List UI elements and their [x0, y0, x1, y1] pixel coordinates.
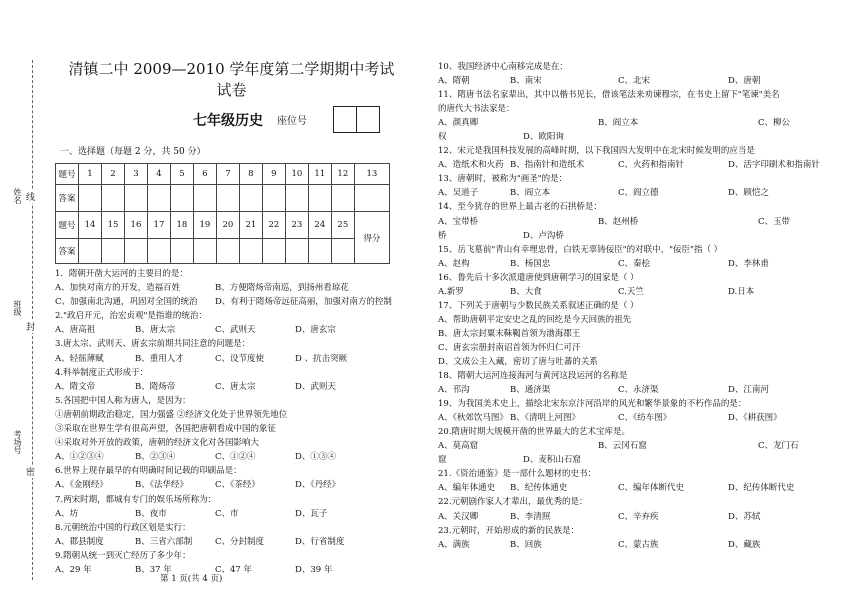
- exam-title: 清镇二中 2009—2010 学年度第二学期期中考试试卷: [68, 60, 395, 99]
- question-text: 4.科举制度正式形成于：: [55, 367, 149, 378]
- exam-room-label: 考场号: [13, 430, 22, 454]
- answer-option: C、龙门石: [758, 441, 799, 452]
- answer-option: C、蒙古族: [618, 539, 659, 550]
- question-text: 1．隋朝开凿大运河的主要目的是：: [55, 269, 188, 279]
- answer-option: A、《秋郊饮马图》: [438, 413, 508, 424]
- question-line: [438, 215, 838, 229]
- answer-option: C、加强南北沟通，巩固对全国的统治: [55, 297, 198, 308]
- answer-option: A、颜真卿: [438, 118, 479, 129]
- answer-option: B、重用人才: [135, 353, 184, 364]
- question-line: [55, 436, 400, 450]
- grid-number: 14: [79, 212, 102, 239]
- line-char: 线: [26, 190, 35, 203]
- answer-option: A、轻徭薄赋: [55, 353, 104, 364]
- answer-option: D、李林甫: [728, 258, 769, 269]
- answer-option: B、指南针和造纸术: [510, 160, 585, 171]
- question-line: [55, 507, 400, 521]
- question-text: 6.世界上现存最早的有明确时间记载的印刷品是：: [55, 466, 242, 477]
- seat-label: 座位号: [277, 116, 307, 127]
- answer-option: C、北宋: [618, 76, 651, 87]
- answer-option: A、《金刚经》: [55, 480, 108, 491]
- answer-option: C、《纺车图》: [618, 413, 672, 424]
- grid-number: 19: [193, 212, 216, 239]
- question-text: ④采取对外开放的政策，唐朝的经济文化对各国影响大: [55, 438, 260, 449]
- question-line: [55, 352, 400, 366]
- answer-cell[interactable]: [308, 185, 331, 212]
- score-label: 得分: [354, 212, 389, 264]
- answer-option: C、47 年: [215, 564, 253, 575]
- grid-number: 7: [216, 164, 239, 185]
- question-line: [438, 74, 838, 88]
- answer-cell[interactable]: [193, 239, 216, 264]
- answer-option: B、杨国忠: [510, 258, 551, 269]
- grid-number: 15: [101, 212, 124, 239]
- answer-option: D、①③④: [295, 452, 336, 463]
- answer-option: A、赵构: [438, 258, 470, 269]
- answer-cell[interactable]: [124, 185, 147, 212]
- answer-option: C、设节度使: [215, 353, 265, 364]
- answer-option: D、有利于隋炀帝远征高丽，加强对南方的控制: [215, 297, 392, 308]
- question-line: [55, 366, 400, 380]
- answer-option: A、唐高祖: [55, 325, 96, 336]
- answer-option: C、《茶经》: [215, 480, 260, 491]
- answer-option: A、吴道子: [438, 188, 479, 199]
- row-label: 题号: [56, 212, 79, 239]
- question-text: 2."政启开元，治宏贞观"是指谁的统治：: [55, 311, 207, 322]
- question-text: 10、我国经济中心南移完成是在：: [438, 62, 568, 72]
- answer-grid: [55, 163, 390, 264]
- answer-option: A、郡县制度: [55, 536, 104, 547]
- question-line: [438, 88, 838, 102]
- answer-option: B、赵州桥: [598, 216, 639, 227]
- answer-option: B、②③④: [135, 452, 176, 463]
- answer-option: B、回族: [510, 539, 542, 550]
- answer-option: 权: [438, 132, 447, 143]
- question-line: [438, 355, 838, 369]
- question-text: 7.两宋时期，都城有专门的娱乐场所称为：: [55, 494, 217, 505]
- question-line: [438, 271, 838, 285]
- question-line: [438, 172, 838, 186]
- grid-number: 22: [262, 212, 285, 239]
- question-line: [55, 295, 400, 309]
- row-label: 题号: [56, 164, 79, 185]
- left-column: [55, 58, 400, 577]
- question-text: 21.《资治通鉴》是一部什么题材的史书：: [438, 469, 597, 480]
- answer-option: D、藏族: [728, 539, 761, 550]
- answer-option: 桥: [438, 230, 447, 241]
- question-text: 8.元朝统治中国的行政区划是实行：: [55, 522, 191, 533]
- answer-option: C、阎立德: [618, 188, 659, 199]
- answer-cell[interactable]: [216, 185, 239, 212]
- answer-cell[interactable]: [285, 185, 308, 212]
- answer-cell[interactable]: [354, 185, 389, 212]
- subject-title: 七年级历史: [193, 113, 263, 129]
- answer-option: B、云冈石窟: [598, 441, 647, 452]
- question-text: 23.元朝时，开始形成的新的民族是：: [438, 525, 580, 536]
- grid-row-numbers-2: [56, 212, 390, 239]
- question-text: 9.隋朝从统一到灭亡经历了多少年：: [55, 550, 191, 561]
- question-text: 15、岳飞墓前"青山有幸埋忠骨，白铁无辜铸佞臣"的对联中，"佞臣"指（ ）: [438, 244, 723, 255]
- answer-cell[interactable]: [101, 185, 124, 212]
- question-text: 13、唐朝时，被称为"画圣"的是：: [438, 174, 568, 185]
- answer-cell[interactable]: [79, 185, 102, 212]
- grid-number: 20: [216, 212, 239, 239]
- question-line: [438, 510, 838, 524]
- answer-cell[interactable]: [193, 185, 216, 212]
- answer-option: B、37 年: [135, 564, 172, 575]
- right-question-list: [438, 60, 838, 552]
- answer-cell[interactable]: [308, 239, 331, 264]
- answer-cell[interactable]: [101, 239, 124, 264]
- answer-option: B、隋炀帝: [135, 381, 176, 392]
- grid-number: 5: [170, 164, 193, 185]
- question-text: A、帮助唐朝平定安史之乱的回纥是今天回族的祖先: [438, 314, 632, 325]
- row-label: 答案: [56, 239, 79, 264]
- question-text: 17、下列关于唐朝与少数民族关系叙述正确的是（ ）: [438, 300, 639, 311]
- question-line: [438, 327, 838, 341]
- grid-number: 6: [193, 164, 216, 185]
- answer-option: A、29 年: [55, 564, 92, 575]
- question-text: 20.隋唐时期大规模开凿的世界最大的艺术宝库是。: [438, 427, 631, 438]
- question-line: [438, 397, 838, 411]
- answer-option: D、苏轼: [728, 511, 761, 522]
- subtitle-row: [55, 106, 400, 134]
- grid-number: 16: [124, 212, 147, 239]
- question-line: [55, 281, 400, 295]
- class-label: 班级: [13, 300, 22, 316]
- question-line: [55, 464, 400, 478]
- question-text: 的唐代大书法家是：: [438, 104, 515, 115]
- grid-row-numbers-1: [56, 164, 390, 185]
- answer-option: D、唐朝: [728, 76, 761, 87]
- answer-cell[interactable]: [285, 239, 308, 264]
- answer-option: C、武则天: [215, 325, 256, 336]
- seat-box-1[interactable]: [333, 106, 357, 133]
- question-line: [55, 422, 400, 436]
- question-line: [55, 337, 400, 351]
- answer-option: C、市: [215, 508, 239, 519]
- question-line: [55, 380, 400, 394]
- answer-cell[interactable]: [147, 185, 170, 212]
- answer-option: A、坊: [55, 508, 79, 519]
- answer-option: B、《清明上河图》: [510, 413, 580, 424]
- question-text: 16、鲁先后十多次派遣唐使到唐朝学习的国家是（ ）: [438, 272, 639, 283]
- question-line: [438, 158, 838, 172]
- answer-option: B、三省六部制: [135, 536, 193, 547]
- answer-option: A、莫高窟: [438, 441, 479, 452]
- left-question-list: [55, 267, 400, 577]
- question-line: [438, 425, 838, 439]
- question-text: 14、至今犹存的世界上最古老的石拱桥是：: [438, 202, 602, 213]
- question-line: [438, 299, 838, 313]
- binding-margin: [0, 0, 40, 607]
- question-text: C、唐玄宗册封南诏首领为怀归仁可汗: [438, 342, 581, 353]
- question-line: [438, 439, 838, 453]
- grid-number: 3: [124, 164, 147, 185]
- answer-option: B、李清照: [510, 511, 551, 522]
- question-text: 19、为我国美术史上，描绘北宋东京汴河沿岸的风光和繁华景象的不朽作品的是：: [438, 399, 747, 410]
- answer-option: A、造纸术和火药: [438, 160, 504, 171]
- answer-option: B、唐太宗: [135, 325, 176, 336]
- grid-number: 24: [308, 212, 331, 239]
- seat-box-2[interactable]: [356, 106, 380, 133]
- question-line: [438, 186, 838, 200]
- question-line: [438, 538, 838, 552]
- question-line: [55, 521, 400, 535]
- answer-cell[interactable]: [331, 185, 354, 212]
- question-line: [55, 493, 400, 507]
- answer-option: D、行省制度: [295, 536, 345, 547]
- answer-option: C、秦桧: [618, 258, 651, 269]
- answer-option: C、永济渠: [618, 385, 659, 396]
- question-line: [55, 535, 400, 549]
- answer-option: D、《丹经》: [295, 480, 341, 491]
- question-line: [438, 60, 838, 74]
- answer-option: C、分封制度: [215, 536, 265, 547]
- answer-option: D、唐玄宗: [295, 325, 336, 336]
- question-line: [438, 524, 838, 538]
- answer-option: A、宝带桥: [438, 216, 479, 227]
- answer-option: A、邗沟: [438, 385, 470, 396]
- answer-option: C、柳公: [758, 118, 791, 129]
- question-line: [55, 394, 400, 408]
- question-line: [438, 369, 838, 383]
- question-text: D、文成公主入藏，密切了唐与吐蕃的关系: [438, 356, 598, 367]
- section-heading: 一、选择题（每题 2 分，共 50 分）: [60, 147, 206, 157]
- answer-option: A.新罗: [438, 286, 464, 297]
- question-text: B、唐太宗封粟末靺鞨首领为渤海郡王: [438, 328, 581, 339]
- answer-option: A、关汉卿: [438, 511, 479, 522]
- name-label: 姓名: [13, 188, 22, 204]
- answer-option: D、欧阳询: [523, 132, 564, 143]
- answer-option: D、江南河: [728, 385, 769, 396]
- question-line: [438, 243, 838, 257]
- answer-cell[interactable]: [147, 239, 170, 264]
- answer-option: B、方便隋炀帝南巡，到扬州看琼花: [215, 283, 349, 294]
- answer-cell[interactable]: [216, 239, 239, 264]
- answer-option: A、隋文帝: [55, 381, 96, 392]
- answer-cell[interactable]: [170, 185, 193, 212]
- question-line: [55, 267, 400, 281]
- grid-number: 13: [354, 164, 389, 185]
- answer-cell[interactable]: [331, 239, 354, 264]
- answer-cell[interactable]: [124, 239, 147, 264]
- answer-option: C、火药和指南针: [618, 160, 685, 171]
- answer-option: D、39 年: [295, 564, 333, 575]
- question-line: [438, 130, 838, 144]
- answer-option: C、唐太宗: [215, 381, 256, 392]
- answer-cell[interactable]: [170, 239, 193, 264]
- grid-number: 11: [308, 164, 331, 185]
- grid-number: 23: [285, 212, 308, 239]
- answer-option: D.日本: [728, 286, 755, 297]
- grid-number: 17: [147, 212, 170, 239]
- row-label: 答案: [56, 185, 79, 212]
- answer-option: B、阎立本: [598, 118, 639, 129]
- page-footer: 第 1 页(共 4 页): [160, 574, 223, 584]
- answer-option: D、纪传体断代史: [728, 483, 795, 494]
- grid-number: 12: [331, 164, 354, 185]
- dense-char: 密: [26, 465, 35, 478]
- question-line: [55, 549, 400, 563]
- answer-option: B、《法华经》: [135, 480, 188, 491]
- question-text: 5.各国把中国人称为唐人，是因为：: [55, 395, 191, 406]
- question-line: [438, 285, 838, 299]
- grid-number: 21: [239, 212, 262, 239]
- answer-option: C、玉带: [758, 216, 791, 227]
- question-text: 22.元朝剧作家人才辈出，最优秀的是：: [438, 497, 588, 508]
- question-text: 18、隋朝大运河连接海河与黄河这段运河的名称是: [438, 371, 628, 382]
- question-text: ③采取在世界生学有很高声望，各国把唐朝看成中国的象征: [55, 424, 277, 435]
- answer-cell[interactable]: [239, 239, 262, 264]
- answer-cell[interactable]: [262, 185, 285, 212]
- question-line: [55, 450, 400, 464]
- answer-option: C.天竺: [618, 286, 644, 297]
- grid-number: 2: [101, 164, 124, 185]
- question-line: [55, 408, 400, 422]
- answer-option: D、《耕获图》: [728, 413, 782, 424]
- question-line: [438, 453, 838, 467]
- question-line: [438, 411, 838, 425]
- answer-option: A、隋朝: [438, 76, 470, 87]
- answer-option: D、武则天: [295, 381, 336, 392]
- grid-number: 25: [331, 212, 354, 239]
- question-line: [438, 144, 838, 158]
- answer-option: B、通济渠: [510, 385, 551, 396]
- question-text: ①唐朝前期政治稳定，国力强盛 ②经济文化处于世界领先地位: [55, 409, 288, 420]
- grid-number: 4: [147, 164, 170, 185]
- question-text: 3.唐太宗、武则天、唐玄宗前期共同注意的问题是：: [55, 339, 251, 350]
- question-line: [438, 229, 838, 243]
- answer-cell[interactable]: [239, 185, 262, 212]
- question-line: [438, 116, 838, 130]
- question-line: [438, 200, 838, 214]
- question-line: [55, 563, 400, 577]
- grid-number: 10: [285, 164, 308, 185]
- answer-option: D、麦积山石窟: [523, 455, 581, 466]
- answer-option: D、顾恺之: [728, 188, 769, 199]
- answer-option: A、①②③④: [55, 452, 104, 463]
- answer-option: B、纪传体通史: [510, 483, 568, 494]
- answer-option: D、瓦子: [295, 508, 328, 519]
- answer-option: A、加快对南方的开发，造福百姓: [55, 283, 181, 294]
- grid-number: 8: [239, 164, 262, 185]
- answer-option: A、编年体通史: [438, 483, 496, 494]
- question-line: [55, 309, 400, 323]
- question-line: [438, 313, 838, 327]
- answer-option: A、满族: [438, 539, 470, 550]
- question-line: [55, 323, 400, 337]
- answer-option: C、①②④: [215, 452, 256, 463]
- question-line: [438, 341, 838, 355]
- question-line: [55, 478, 400, 492]
- answer-option: D 、抗击突厥: [295, 353, 348, 364]
- answer-option: C、编年体断代史: [618, 483, 685, 494]
- answer-option: B、夜市: [135, 508, 167, 519]
- question-text: 12、宋元是我国科技发展的高峰时期，以下我国四大发明中在北宋时候发明的应当是: [438, 146, 755, 157]
- answer-option: B、大食: [510, 286, 542, 297]
- question-line: [438, 467, 838, 481]
- answer-option: D、卢沟桥: [523, 230, 564, 241]
- grid-row-answers-1: [56, 185, 390, 212]
- grid-number: 1: [79, 164, 102, 185]
- question-line: [438, 102, 838, 116]
- question-text: 11、隋唐书法名家辈出，其中以楷书见长，借该笔法来劝谏穆宗，在书史上留下"笔谏"美名: [438, 90, 780, 101]
- question-line: [438, 383, 838, 397]
- answer-option: C、辛弃疾: [618, 511, 659, 522]
- answer-option: D、活字印刷术和指南针: [728, 160, 820, 171]
- answer-cell[interactable]: [79, 239, 102, 264]
- seal-char: 封: [26, 320, 35, 333]
- grid-number: 18: [170, 212, 193, 239]
- answer-cell[interactable]: [262, 239, 285, 264]
- question-line: [438, 257, 838, 271]
- answer-option: 窟: [438, 455, 447, 466]
- question-line: [438, 481, 838, 495]
- answer-option: B、阎立本: [510, 188, 551, 199]
- question-line: [438, 495, 838, 509]
- grid-row-answers-2: [56, 239, 390, 264]
- answer-option: B、南宋: [510, 76, 542, 87]
- grid-number: 9: [262, 164, 285, 185]
